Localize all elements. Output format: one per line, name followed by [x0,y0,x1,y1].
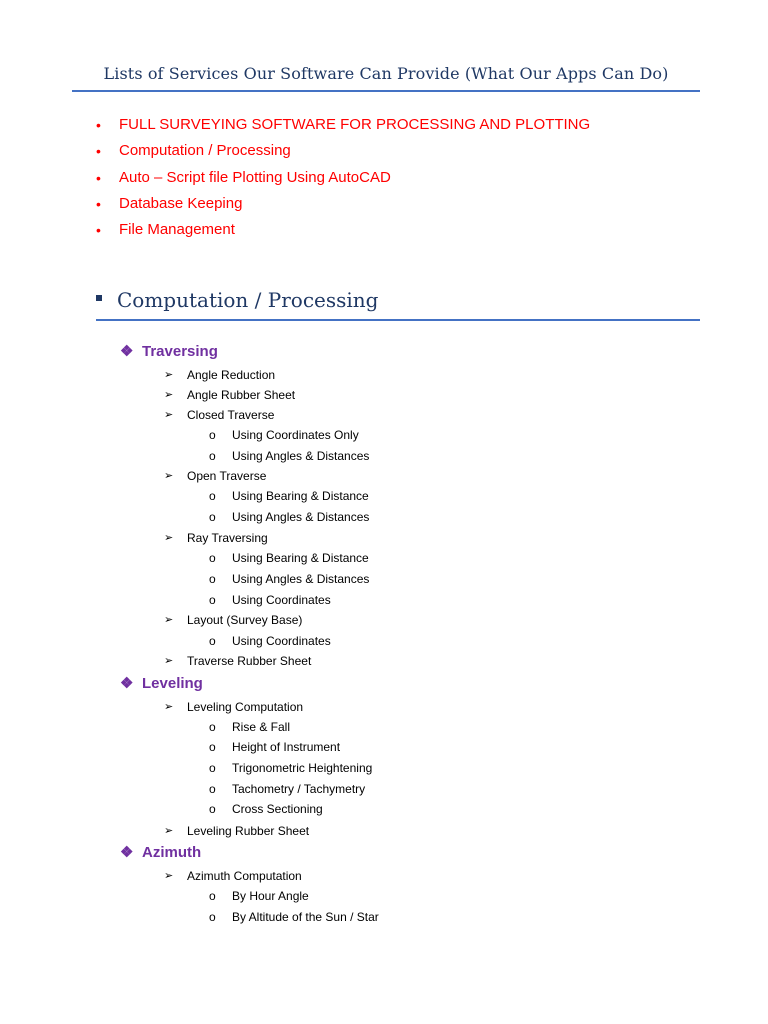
sub-item [209,488,369,504]
list-item [164,653,311,669]
page-title: Lists of Services Our Software Can Provide (What Our Apps Can Do) [103,64,669,83]
item-label: Ray Traversing [187,531,268,545]
category-leveling [120,674,203,694]
sub-item [209,801,323,817]
sub-item-label: Using Coordinates Only [232,428,359,442]
circle-bullet-icon: o [209,720,216,734]
circle-bullet-icon: o [209,593,216,607]
sub-item-label: Tachometry / Tachymetry [232,782,366,796]
service-label: FULL SURVEYING SOFTWARE FOR PROCESSING AND PLOTTING [119,116,591,133]
list-item [164,387,295,403]
list-item [164,530,268,546]
section-heading [96,288,378,312]
service-label: Auto – Script file Plotting Using AutoCAD [119,168,391,186]
bullet-icon: • [96,143,101,160]
title-rule [72,90,700,92]
bullet-icon: • [96,117,101,133]
list-item [164,612,302,628]
service-item [96,217,590,243]
circle-bullet-icon: o [209,782,216,796]
circle-bullet-icon: o [209,449,216,463]
circle-bullet-icon: o [209,510,216,524]
circle-bullet-icon: o [209,428,216,442]
list-item [164,407,274,423]
arrowhead-icon: ➢ [164,532,174,544]
sub-item-label: Rise & Fall [232,720,291,734]
item-label: Layout (Survey Base) [187,613,303,627]
service-label: Computation / Processing [119,142,291,160]
category-traversing [120,342,218,362]
sub-item [209,888,309,904]
circle-bullet-icon: o [209,740,216,754]
item-label: Angle Rubber Sheet [187,388,296,402]
sub-item-label: Cross Sectioning [232,802,323,816]
category-label: Leveling [142,675,203,692]
circle-bullet-icon: o [209,889,216,903]
sub-item-label: Height of Instrument [232,740,341,754]
sub-item [209,427,359,443]
sub-item-label: Using Bearing & Distance [232,489,369,503]
list-item [164,868,302,884]
circle-bullet-icon: o [209,634,216,648]
sub-item [209,739,340,755]
service-item [96,191,590,217]
arrowhead-icon: ➢ [164,409,174,421]
diamond-icon: ❖ [120,844,134,861]
circle-bullet-icon: o [209,910,216,924]
section-heading-label: Computation / Processing [117,288,379,312]
sub-item [209,509,369,525]
diamond-icon: ❖ [120,675,134,692]
circle-bullet-icon: o [209,572,216,586]
circle-bullet-icon: o [209,802,216,816]
item-label: Azimuth Computation [187,869,302,883]
sub-item [209,909,379,925]
service-item [96,112,590,138]
sub-item [209,633,331,649]
sub-item-label: Trigonometric Heightening [232,761,373,775]
sub-item [209,719,290,735]
bullet-icon: • [96,169,101,186]
sub-item [209,448,369,464]
service-item [96,138,590,164]
sub-item [209,760,372,776]
service-item [96,165,590,191]
sub-item-label: By Hour Angle [232,889,309,903]
item-label: Leveling Rubber Sheet [187,824,310,838]
list-item [164,468,266,484]
sub-item [209,592,331,608]
category-label: Azimuth [142,844,202,861]
service-label: File Management [119,221,235,239]
list-item [164,699,303,715]
sub-item-label: Using Angles & Distances [232,510,370,524]
circle-bullet-icon: o [209,551,216,565]
sub-item [209,571,369,587]
square-bullet-icon [96,295,102,301]
item-label: Leveling Computation [187,700,304,714]
service-label: Database Keeping [119,194,243,212]
sub-item-label: By Altitude of the Sun / Star [232,910,379,924]
section-rule [96,319,700,321]
sub-item-label: Using Coordinates [232,634,331,648]
arrowhead-icon: ➢ [164,389,174,401]
list-item [164,367,275,383]
list-item [164,823,309,839]
item-label: Closed Traverse [187,408,275,422]
arrowhead-icon: ➢ [164,369,174,381]
arrowhead-icon: ➢ [164,614,174,626]
sub-item-label: Using Angles & Distances [232,449,370,463]
item-label: Traverse Rubber Sheet [187,654,312,668]
arrowhead-icon: ➢ [164,825,174,837]
item-label: Open Traverse [187,469,267,483]
category-label: Traversing [142,343,218,360]
circle-bullet-icon: o [209,489,216,503]
arrowhead-icon: ➢ [164,870,174,882]
diamond-icon: ❖ [120,343,134,360]
circle-bullet-icon: o [209,761,216,775]
sub-item-label: Using Coordinates [232,593,331,607]
bullet-icon: • [96,222,101,239]
sub-item-label: Using Angles & Distances [232,572,370,586]
arrowhead-icon: ➢ [164,470,174,482]
sub-item [209,781,365,797]
arrowhead-icon: ➢ [164,701,174,713]
category-azimuth [120,843,201,863]
services-list [96,112,590,243]
item-label: Angle Reduction [187,368,276,382]
bullet-icon: • [96,195,101,212]
sub-item-label: Using Bearing & Distance [232,551,369,565]
sub-item [209,550,369,566]
arrowhead-icon: ➢ [164,655,174,667]
